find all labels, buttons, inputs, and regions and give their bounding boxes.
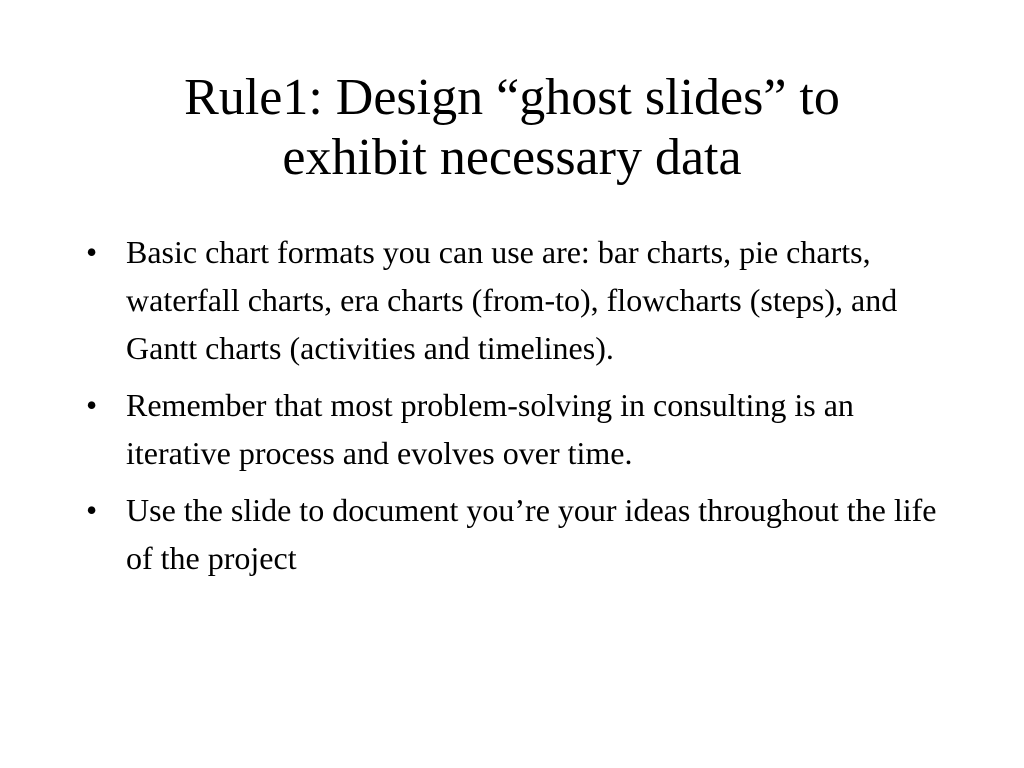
slide-title-line-2: exhibit necessary data: [282, 129, 742, 186]
bullet-list: [86, 228, 956, 591]
bullet-item-iterative-process: [86, 381, 956, 477]
bullet-text: Use the slide to document you’re your ideas throughout the life of the project: [126, 492, 937, 576]
slide-title-line-1: Rule1: Design “ghost slides” to: [184, 69, 840, 126]
bullet-marker: •: [86, 234, 98, 270]
bullet-marker: •: [86, 492, 98, 528]
bullet-item-chart-formats: [86, 228, 956, 372]
slide-title: [60, 68, 964, 188]
bullet-marker: •: [86, 387, 98, 423]
bullet-text: Basic chart formats you can use are: bar charts, pie charts, waterfall charts, era charts (from-to), flowcharts (steps), and Gantt charts (activities and timelines).: [126, 234, 898, 366]
bullet-text: Remember that most problem-solving in consulting is an iterative process and evolves over time.: [126, 387, 854, 471]
bullet-item-document-ideas: [86, 486, 956, 582]
